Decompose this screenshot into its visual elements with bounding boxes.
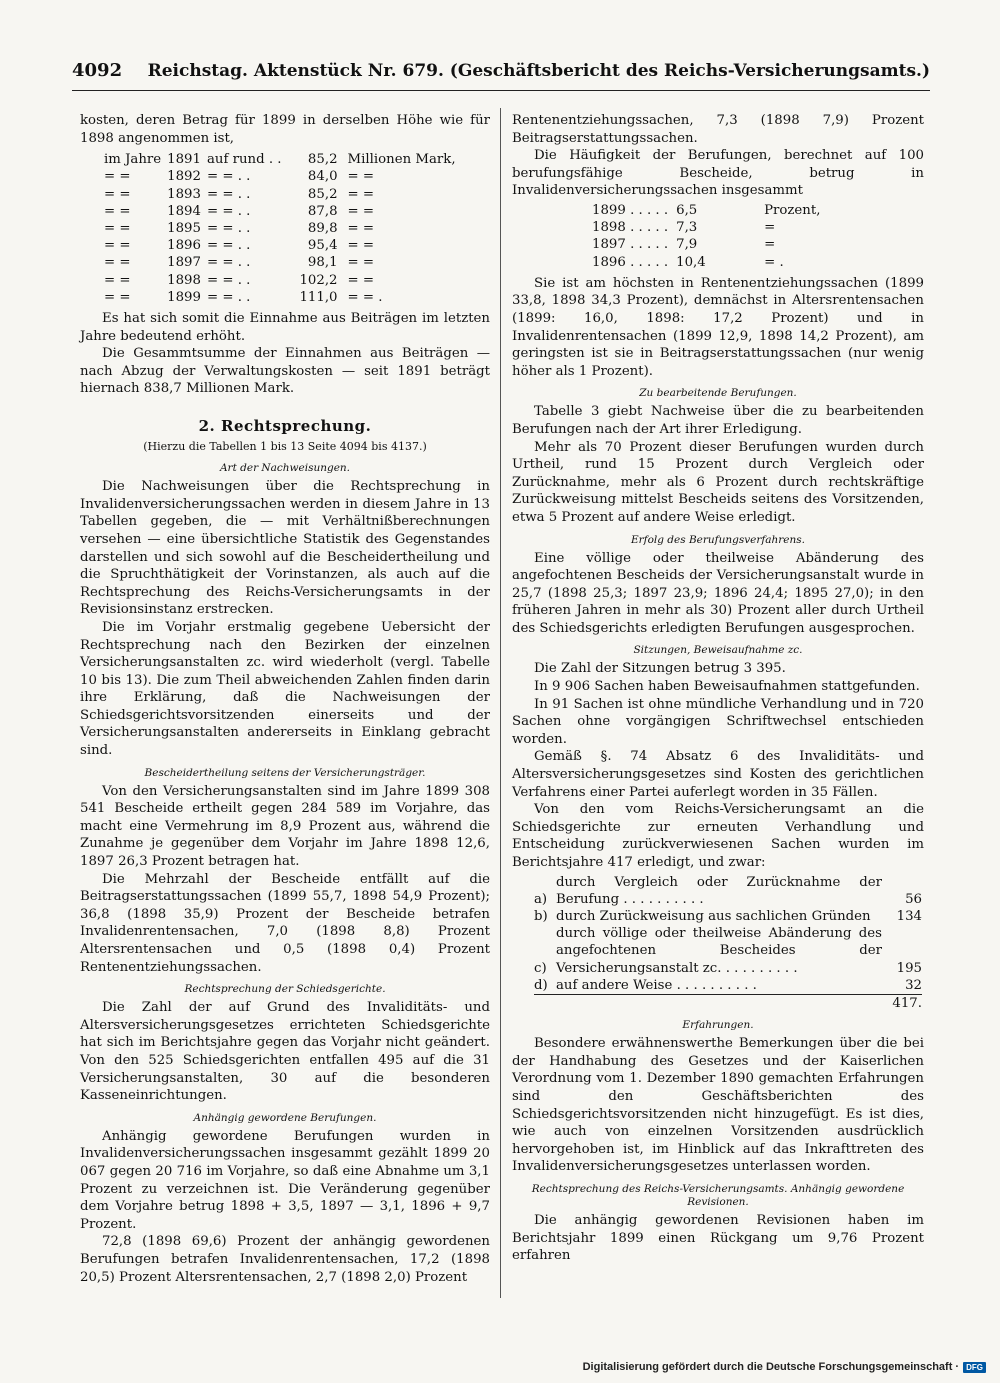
list-letter: b) [534,909,548,924]
paragraph-continuation: Rentenentziehungssachen, 7,3 (1898 7,9) Prozent Beitragserstattungssachen. [512,113,924,146]
income-row [104,220,462,237]
paragraph-sitzungen-2: In 9 906 Sachen haben Beweisaufnahmen stattgefunden. [534,679,920,695]
settlement-list [534,874,922,1013]
frequency-cell: 6,5 [676,202,698,218]
subheading-anhaengig: Anhängig gewordene Berufungen. [193,1111,377,1124]
right-column [512,112,924,1265]
paragraph-schiedsgerichte: Die Zahl der auf Grund des Invaliditäts- und Altersversicherungsgesetzes errichteten Schiedsgerichte hat sich im Berichtsjahre gegen das Vorjahr nicht geändert. Von den 525 Schiedsgerichten entfallen 495 auf die 31 Versicherungsanstalten, 30 auf die besonderen Kasseneinrichtungen. [80,1000,490,1104]
paragraph-increase: Es hat sich somit die Einnahme aus Beiträgen im letzten Jahre bedeutend erhöht. [80,311,490,344]
income-cell: = = [104,221,131,236]
income-cell: 1893 [167,186,201,202]
income-cell: 1891 [167,152,201,168]
frequency-cell: 1899 . . . . . [592,202,669,218]
paragraph-hoechst: Sie ist am höchsten in Rentenentziehungssachen (1899 33,8, 1898 34,3 Prozent), demnächst in Altersrentensachen (1899: 16,0, 1898: 17,2 Prozent) und in Invalidenrentensachen (1899 12,9, 1898 14,2 Prozent), am geringsten ist sie in Beitragserstattungssachen (nur wenig höher als 1 Prozent). [512,275,924,379]
income-cell: im Jahre [104,152,162,168]
paragraph-total: Die Gesammtsumme der Einnahmen aus Beiträgen — nach Abzug der Verwaltungskosten — seit 1891 beträgt hiernach 838,7 Millionen Mark. [80,346,490,397]
frequency-row [592,202,828,219]
dfg-logo: DFG [963,1362,986,1373]
income-cell: 1892 [167,169,201,185]
income-cell: = = [347,221,375,236]
income-row [104,203,462,220]
income-row [104,168,462,185]
income-cell: = = . . [206,272,251,288]
income-cell: 84,0 [307,169,338,185]
paragraph-vorjahr: Die im Vorjahr erstmalig gegebene Uebersicht der Rechtsprechung nach den Bezirken der einzelnen Versicherungsanstalten zc. wird wiederholt (vergl. Tabelle 10 bis 13). Die zum Theil abweichenden Zahlen finden darin ihre Erklärung, daß die Nachweisungen der Schiedsgerichtsvorsitzenden einerseits und der Versicherungsanstalten andererseits in Einklang gebracht sind. [80,619,490,759]
list-text: durch völlige oder theilweise Abänderung des angefochtenen Bescheides der Versicherungsanstalt zc. . . . . . . . . . [556,926,882,976]
income-cell: = = [104,186,131,202]
subheading-erfahrungen: Erfahrungen. [682,1019,754,1032]
subheading-revisionen: Rechtsprechung des Reichs-Versicherungsamts. Anhängig gewordene Revisionen. [531,1182,905,1208]
income-row [104,272,462,289]
paragraph-erfolg: Eine völlige oder theilweise Abänderung des angefochtenen Bescheids der Versicherungsanstalt wurde in 25,7 (1898 25,3; 1897 23,9; 1896 24,4; 1895 27,0); in den früheren Jahren in mehr als 30) Prozent aller durch Urtheil des Schiedsgerichts erledigten Berufungen ausgesprochen. [512,550,924,636]
paragraph-gemaess: Gemäß §. 74 Absatz 6 des Invaliditäts- und Altersversicherungsgesetzes sind Kosten des gerichtlichen Verfahrens einer Partei auferlegt worden in 35 Fällen. [512,749,924,800]
income-cell: 95,4 [307,238,338,254]
income-cell: = = . . [206,255,251,271]
income-cell: = = [347,169,375,185]
list-text: durch Zurückweisung aus sachlichen Gründen [556,909,871,924]
frequency-cell: 7,9 [676,237,698,253]
income-cell: = = . . [206,238,251,254]
income-row [104,237,462,254]
paragraph-anhaengig-2: 72,8 (1898 69,6) Prozent der anhängig gewordenen Berufungen betrafen Invalidenrentensachen, 17,2 (1898 20,5) Prozent Altersrentensachen, 2,7 (1898 2,0) Prozent [80,1234,490,1285]
frequency-row [592,236,828,253]
income-cell: 111,0 [299,289,338,305]
paragraph-intro: kosten, deren Betrag für 1899 in derselben Höhe wie für 1898 angenommen ist, [80,113,490,146]
list-letter: a) [534,891,548,907]
income-cell: = = [104,238,131,254]
income-cell: = = . [347,289,383,305]
list-letter: d) [534,977,548,993]
paragraph-erfahrungen: Besondere erwähnenswerthe Bemerkungen über die bei der Handhabung des Gesetzes und der Kaiserlichen Verordnung vom 1. Dezember 1890 gemachten Erfahrungen sind den Geschäftsberichten des Schiedsgerichtsvorsitzenden nicht hinzugefügt. Es ist dies, wie auch von einzelnen Vorsitzenden ausdrücklich hervorgehoben ist, im Hinblick auf das Inkrafttreten des Invalidenversicherungsgesetzes unterlassen worden. [512,1036,924,1175]
income-cell: 98,1 [307,255,338,271]
income-cell: 85,2 [307,186,338,202]
column-divider [500,108,501,1298]
section-subtitle: (Hierzu die Tabellen 1 bis 13 Seite 4094 bis 4137.) [143,439,427,453]
income-cell: = = [347,186,375,202]
income-cell: = = [104,255,131,271]
list-item [534,925,922,977]
income-row [104,186,462,203]
income-row [104,289,462,306]
income-cell: = = [104,169,131,185]
paragraph-revisionen: Die anhängig gewordenen Revisionen haben im Berichtsjahr 1899 einen Rückgang um 9,76 Prozent erfahren [512,1212,924,1264]
income-cell: 87,8 [307,203,338,219]
income-cell: = = [347,272,375,288]
header-rule [72,90,930,91]
income-cell: 1899 [167,289,201,305]
income-row [104,151,462,168]
income-cell: = = . . [206,203,251,219]
list-item [534,874,922,908]
paragraph-bescheid-2: Die Mehrzahl der Bescheide entfällt auf die Beitragserstattungssachen (1899 55,7, 1898 54,9 Prozent); 36,8 (1898 35,9) Prozent der Bescheide betrafen Invalidenrentensachen, 7,0 (1898 8,8) Prozent Altersrentensachen und 0,5 (1898 0,4) Prozent Rentenentziehungssachen. [80,871,490,975]
income-cell: = = [104,272,131,288]
list-total-row [534,995,922,1013]
running-title: Reichstag. Aktenstück Nr. 679. (Geschäftsbericht des Reichs-Versicherungsamts.) [147,61,930,81]
frequency-cell: Prozent, [764,202,821,218]
income-cell: 1894 [167,203,201,219]
paragraph-mehr-als-70: Mehr als 70 Prozent dieser Berufungen wurden durch Urtheil, rund 15 Prozent durch Vergleich oder Zurücknahme, mehr als 6 Prozent durch rechtskräftige Zurückweisung mittelst Bescheids seitens des Vorsitzenden, etwa 5 Prozent auf andere Weise erledigt. [512,439,924,525]
income-table [104,151,462,306]
section-title: 2. Rechtsprechung. [198,416,372,435]
paragraph-zurueckverwiesen: Von den vom Reichs-Versicherungsamt an die Schiedsgerichte zur erneuten Verhandlung und Entscheidung zurückverwiesenen Sachen wurden im Berichtsjahre 417 erledigt, und zwar: [512,802,924,870]
list-text: auf andere Weise . . . . . . . . . . [556,977,757,993]
income-cell: 1896 [167,238,201,254]
paragraph-sitzungen-3: In 91 Sachen ist ohne mündliche Verhandlung und in 720 Sachen ohne vorgängigen Schriftwechsel entschieden worden. [512,696,924,747]
list-text: durch Vergleich oder Zurücknahme der Berufung . . . . . . . . . . [556,874,882,907]
frequency-cell: 1896 . . . . . [592,254,669,270]
income-cell: = = [347,238,375,254]
income-cell: = = . . [206,186,251,202]
list-item [534,908,922,925]
income-cell: 89,8 [307,221,338,236]
frequency-cell: 7,3 [676,220,698,236]
page-number: 4092 [72,60,123,81]
list-num: 56 [905,891,922,907]
income-cell: auf rund . . [206,152,282,168]
income-cell: = = [104,289,131,305]
digitization-footer [583,1361,986,1373]
footer-text: Digitalisierung gefördert durch die Deutsche Forschungsgemeinschaft · [582,1361,960,1373]
frequency-cell: = [764,220,776,236]
frequency-cell: = [764,237,776,253]
subheading-erfolg: Erfolg des Berufungsverfahrens. [631,533,805,546]
frequency-cell: 1897 . . . . . [592,237,669,253]
income-cell: = = [347,255,375,271]
subheading-schiedsgerichte: Rechtsprechung der Schiedsgerichte. [184,983,386,996]
frequency-row [592,219,828,236]
list-num: 195 [896,960,922,976]
frequency-cell: 1898 . . . . . [592,220,669,236]
frequency-cell: 10,4 [676,254,706,270]
paragraph-sitzungen-1: Die Zahl der Sitzungen betrug 3 395. [534,661,786,677]
frequency-cell: = . [764,254,784,270]
income-cell: Millionen Mark, [347,152,456,168]
income-cell: = = [104,203,131,219]
income-cell: 1897 [167,255,201,271]
income-cell: 85,2 [307,152,338,168]
running-header [72,60,930,81]
subheading-bearbeiten: Zu bearbeitende Berufungen. [639,387,797,400]
list-item [534,977,922,995]
paragraph-haeufigkeit: Die Häufigkeit der Berufungen, berechnet auf 100 berufungsfähige Bescheide, betrug in Invalidenversicherungssachen insgesammt [512,148,924,199]
paragraph-anhaengig-1: Anhängig gewordene Berufungen wurden in Invalidenversicherungssachen insgesammt gezählt 1899 20 067 gegen 20 716 im Vorjahre, so daß eine Abnahme um 3,1 Prozent zu verzeichnen ist. Die Veränderung gegenüber dem Vorjahre betrug 1898 + 3,5, 1897 — 3,1, 1896 + 9,7 Prozent. [80,1128,490,1232]
income-cell: 1895 [167,221,201,236]
frequency-table [592,202,828,271]
paragraph-bescheid-1: Von den Versicherungsanstalten sind im Jahre 1899 308 541 Bescheide ertheilt gegen 284 589 im Vorjahre, das macht eine Vermehrung im 8,9 Prozent aus, während die Zunahme je gegenüber dem Vorjahr im Jahre 1898 12,6, 1897 26,3 Prozent betragen hat. [80,783,490,870]
income-row [104,254,462,271]
paragraph-tabelle-3: Tabelle 3 giebt Nachweise über die zu bearbeitenden Berufungen nach der Art ihrer Erledigung. [512,404,924,437]
income-cell: = = . . [206,169,251,185]
income-cell: = = . . [206,221,251,236]
paragraph-nachweisungen: Die Nachweisungen über die Rechtsprechung in Invalidenversicherungssachen werden in diesem Jahre in 13 Tabellen gegeben, die — mit Verhältnißberechnungen versehen — eine übersichtliche Statistik des Gegenstandes darstellen und sich sowohl auf die Bescheidertheilung und die Spruchthätigkeit der Vorinstanzen, als auch auf die Rechtsprechung des Reichs-Versicherungsamts in der Revisionsinstanz erstrecken. [80,479,490,618]
list-letter: c) [534,960,547,976]
income-cell: = = . . [206,289,251,305]
left-column [80,112,490,1286]
subheading-sitzungen: Sitzungen, Beweisaufnahme zc. [633,644,803,657]
frequency-row [592,254,828,271]
subheading-nachweisungen: Art der Nachweisungen. [219,462,351,475]
list-num: 134 [896,909,922,924]
income-cell: = = [347,203,375,219]
list-total: 417. [534,995,922,1013]
income-cell: 1898 [167,272,201,288]
income-cell: 102,2 [299,272,338,288]
subheading-bescheid: Bescheidertheilung seitens der Versicherungsträger. [144,766,426,779]
list-num: 32 [905,977,922,993]
